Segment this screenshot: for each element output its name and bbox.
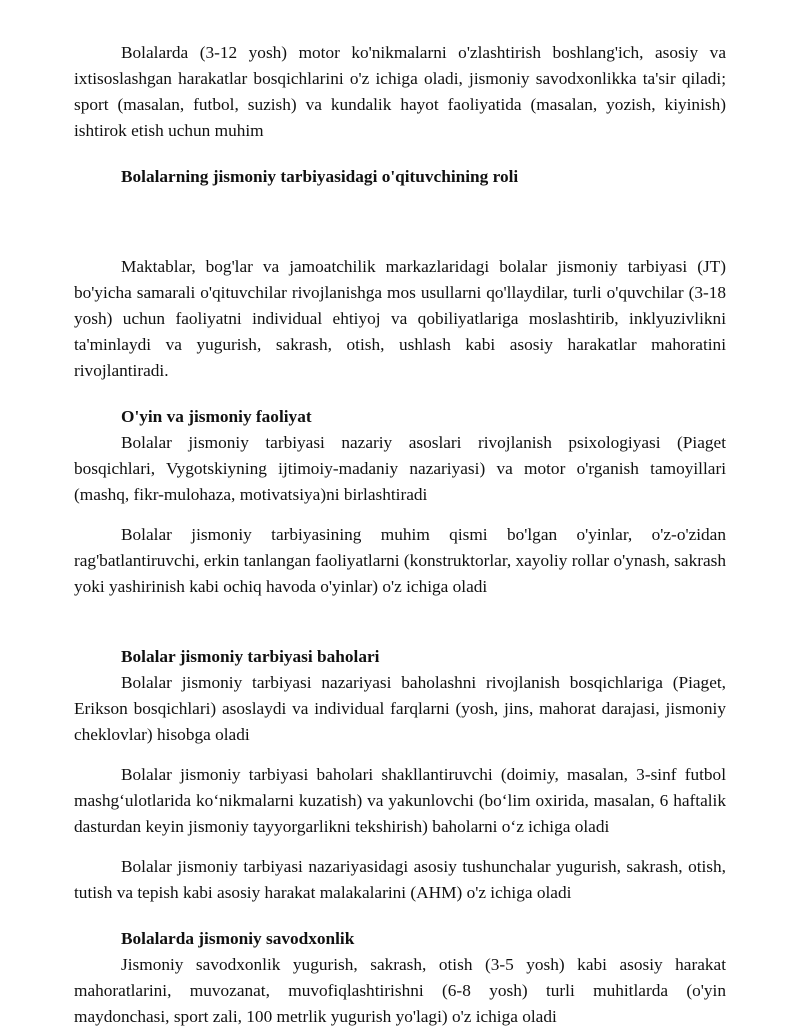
heading-teacher-role: Bolalarning jismoniy tarbiyasidagi o'qituvchining roli	[121, 167, 519, 186]
heading-play-activity: O'yin va jismoniy faoliyat	[121, 407, 312, 426]
heading-physical-literacy: Bolalarda jismoniy savodxonlik	[121, 929, 355, 948]
paragraph-teacher-role: Maktablar, bog'lar va jamoatchilik markazlaridagi bolalar jismoniy tarbiyasi (JT) bo'yicha samarali o'qituvchilar rivojlanishga mos usullarni qo'llaydilar, turli o'quvchilar (3-18 yosh) uchun faoliyatni individual ehtiyoj va qobiliyatlariga moslashtirib, inklyuzivlikni ta'minlaydi va yugurish, sakrash, otish, ushlash kabi asosiy harakatlar mahoratini rivojlantiradi.	[74, 257, 726, 380]
paragraph-physical-literacy: Jismoniy savodxonlik yugurish, sakrash, otish (3-5 yosh) kabi asosiy harakat mahoratlarini, muvozanat, muvofiqlashtirishni (6-8 yosh) turli muhitlarda (o'yin maydonchasi, sport zali, 100 metrlik yugurish yo'lagi) o'z ichiga oladi	[74, 955, 726, 1026]
paragraph-assessment-theory: Bolalar jismoniy tarbiyasi nazariyasi baholashni rivojlanish bosqichlariga (Piaget, Erikson bosqichlari) asoslaydi va individual farqlarni (yosh, jins, mahorat darajasi, jismoniy cheklovlar) hisobga oladi	[74, 673, 726, 744]
heading-assessments: Bolalar jismoniy tarbiyasi baholari	[121, 647, 380, 666]
paragraph-theory-foundations: Bolalar jismoniy tarbiyasi nazariy asoslari rivojlanish psixologiyasi (Piaget bosqichlari, Vygotskiyning ijtimoiy-madaniy nazariyasi) va motor o'rganish tamoyillari (mashq, fikr-mulohaza, motivatsiya)ni birlashtiradi	[74, 433, 726, 504]
paragraph-motor-skills: Bolalarda (3-12 yosh) motor ko'nikmalarni o'zlashtirish boshlang'ich, asosiy va ixtisoslashgan harakatlar bosqichlarini o'z ichiga oladi, jismoniy savodxonlikka ta'sir qiladi; sport (masalan, futbol, suzish) va kundalik hayot faoliyatida (masalan, yozish, kiyinish) ishtirok etish uchun muhim	[74, 43, 726, 140]
paragraph-assessment-types: Bolalar jismoniy tarbiyasi baholari shakllantiruvchi (doimiy, masalan, 3-sinf futbol mashg‘ulotlarida ko‘nikmalarni kuzatish) va yakunlovchi (bo‘lim oxirida, masalan, 6 haftalik dasturdan keyin jismoniy tayyorgarlikni tekshirish) baholarni o‘z ichiga oladi	[74, 765, 726, 836]
paragraph-key-concepts: Bolalar jismoniy tarbiyasi nazariyasidagi asosiy tushunchalar yugurish, sakrash, otish, tutish va tepish kabi asosiy harakat malakalarini (AHM) o'z ichiga oladi	[74, 857, 726, 902]
paragraph-play: Bolalar jismoniy tarbiyasining muhim qismi bo'lgan o'yinlar, o'z-o'zidan rag'batlantiruvchi, erkin tanlangan faoliyatlarni (konstruktorlar, xayoliy rollar o'ynash, sakrash yoki yashirinish kabi ochiq havoda o'yinlar) o'z ichiga oladi	[74, 525, 726, 596]
document-page	[74, 40, 726, 1030]
